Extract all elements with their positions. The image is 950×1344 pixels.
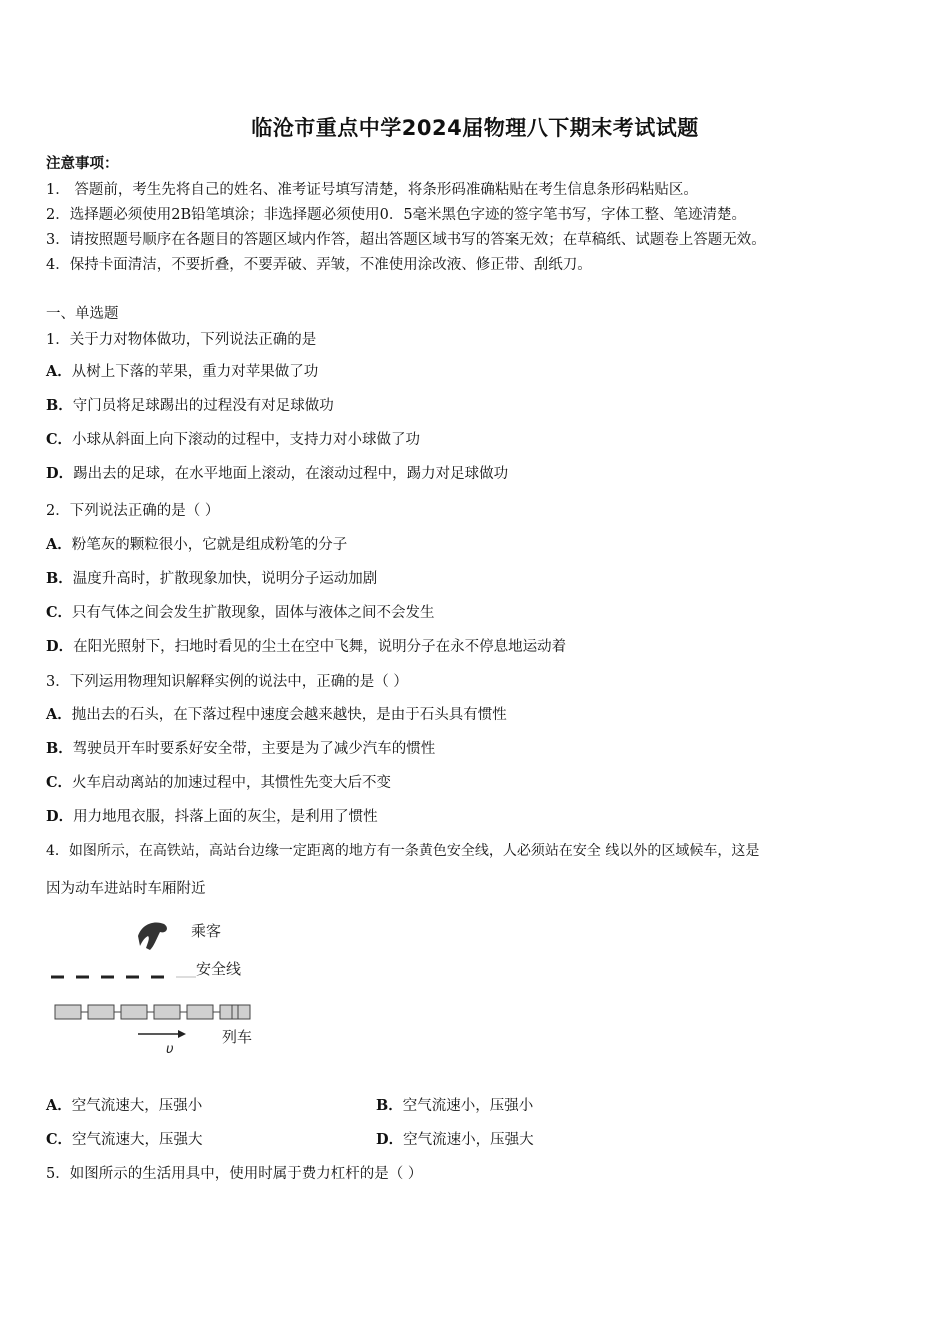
- question-5-stem: 5．如图所示的生活用具中，使用时属于费力杠杆的是（ ）: [46, 1166, 423, 1182]
- option-key: B．: [376, 1097, 403, 1114]
- option-key: D．: [46, 465, 74, 482]
- option-text: 粉笔灰的颗粒很小，它就是组成粉笔的分子: [71, 537, 348, 553]
- option-text: 空气流速大，压强小: [71, 1098, 203, 1114]
- option-text: 空气流速大，压强大: [72, 1132, 203, 1148]
- option-key: D．: [376, 1131, 404, 1148]
- question-1-stem: 1．关于力对物体做功，下列说法正确的是: [46, 332, 317, 348]
- question-1-option-d: [46, 462, 508, 483]
- question-3-option-b: [46, 737, 435, 758]
- question-4-option-c: [46, 1128, 203, 1149]
- question-4-stem-line-2: 因为动车进站时车厢附近: [46, 881, 206, 897]
- option-key: A．: [46, 363, 72, 380]
- option-key: C．: [46, 431, 73, 448]
- train-platform-figure: [46, 910, 286, 1060]
- option-text: 小球从斜面上向下滚动的过程中，支持力对小球做了功: [72, 432, 421, 448]
- option-key: B．: [46, 570, 73, 587]
- option-text: 驾驶员开车时要系好安全带，主要是为了减少汽车的惯性: [72, 741, 436, 757]
- option-text: 在阳光照射下，扫地时看见的尘土在空中飞舞，说明分子在永不停息地运动着: [73, 639, 567, 655]
- option-text: 温度升高时，扩散现象加快，说明分子运动加剧: [72, 571, 378, 587]
- option-key: A．: [46, 536, 72, 553]
- question-2-stem: 2．下列说法正确的是（ ）: [46, 503, 220, 519]
- option-key: C．: [46, 774, 73, 791]
- velocity-label: υ: [166, 1042, 174, 1057]
- question-2-option-c: [46, 601, 435, 622]
- question-2-option-a: [46, 533, 347, 554]
- question-3-option-d: [46, 805, 378, 826]
- question-3-option-c: [46, 771, 391, 792]
- option-key: C．: [46, 1131, 73, 1148]
- passenger-label: 乘客: [191, 922, 222, 940]
- option-key: B．: [46, 740, 73, 757]
- question-4-option-d: [376, 1128, 534, 1149]
- question-1-option-b: [46, 394, 334, 415]
- question-4-option-b: [376, 1094, 533, 1115]
- question-1-option-a: [46, 360, 318, 381]
- option-text: 只有气体之间会发生扩散现象，固体与液体之间不会发生: [72, 605, 435, 621]
- option-key: A．: [46, 706, 72, 723]
- velocity-arrow-icon: [138, 1030, 186, 1038]
- option-text: 用力地甩衣服，抖落上面的灰尘，是利用了惯性: [73, 809, 378, 825]
- notice-item-3: 3．请按照题号顺序在各题目的答题区域内作答，超出答题区域书写的答案无效；在草稿纸、试题卷上答题无效。: [46, 232, 766, 248]
- train-label: 列车: [222, 1028, 253, 1046]
- option-key: C．: [46, 604, 73, 621]
- page-title: 临沧市重点中学2024届物理八下期末考试试题: [251, 116, 699, 140]
- question-4-option-a: [46, 1094, 202, 1115]
- option-text: 踢出去的足球，在水平地面上滚动，在滚动过程中，踢力对足球做功: [73, 466, 509, 482]
- safety-line-label: 安全线: [196, 960, 242, 978]
- section-heading: 一、单选题: [46, 306, 119, 322]
- option-text: 从树上下落的苹果，重力对苹果做了功: [71, 364, 319, 380]
- question-4-stem-line-1: 4．如图所示，在高铁站，高站台边缘一定距离的地方有一条黄色安全线，人必须站在安全 线以外的区域候车，这是: [46, 843, 760, 859]
- question-2-option-d: [46, 635, 566, 656]
- question-3-option-a: [46, 703, 507, 724]
- notice-item-1: 1． 答题前，考生先将自己的姓名、准考证号填写清楚，将条形码准确粘贴在考生信息条形码粘贴区。: [46, 182, 698, 198]
- question-2-option-b: [46, 567, 377, 588]
- option-text: 守门员将足球踢出的过程没有对足球做功: [72, 398, 334, 414]
- option-key: D．: [46, 808, 74, 825]
- notice-item-2: 2．选择题必须使用2B铅笔填涂；非选择题必须使用0．5毫米黑色字迹的签字笔书写，字体工整、笔迹清楚。: [46, 207, 747, 223]
- notice-heading: 注意事项：: [46, 155, 119, 172]
- option-key: B．: [46, 397, 73, 414]
- option-text: 空气流速小，压强大: [403, 1132, 534, 1148]
- train-icon: [55, 1005, 250, 1019]
- question-1-option-c: [46, 428, 420, 449]
- option-text: 抛出去的石头，在下落过程中速度会越来越快，是由于石头具有惯性: [71, 707, 507, 723]
- option-text: 空气流速小，压强小: [402, 1098, 534, 1114]
- option-text: 火车启动离站的加速过程中，其惯性先变大后不变: [72, 775, 392, 791]
- option-key: A．: [46, 1097, 72, 1114]
- passenger-icon: [138, 923, 167, 951]
- question-3-stem: 3．下列运用物理知识解释实例的说法中，正确的是（ ）: [46, 674, 408, 690]
- option-key: D．: [46, 638, 74, 655]
- notice-item-4: 4．保持卡面清洁，不要折叠，不要弄破、弄皱，不准使用涂改液、修正带、刮纸刀。: [46, 257, 592, 273]
